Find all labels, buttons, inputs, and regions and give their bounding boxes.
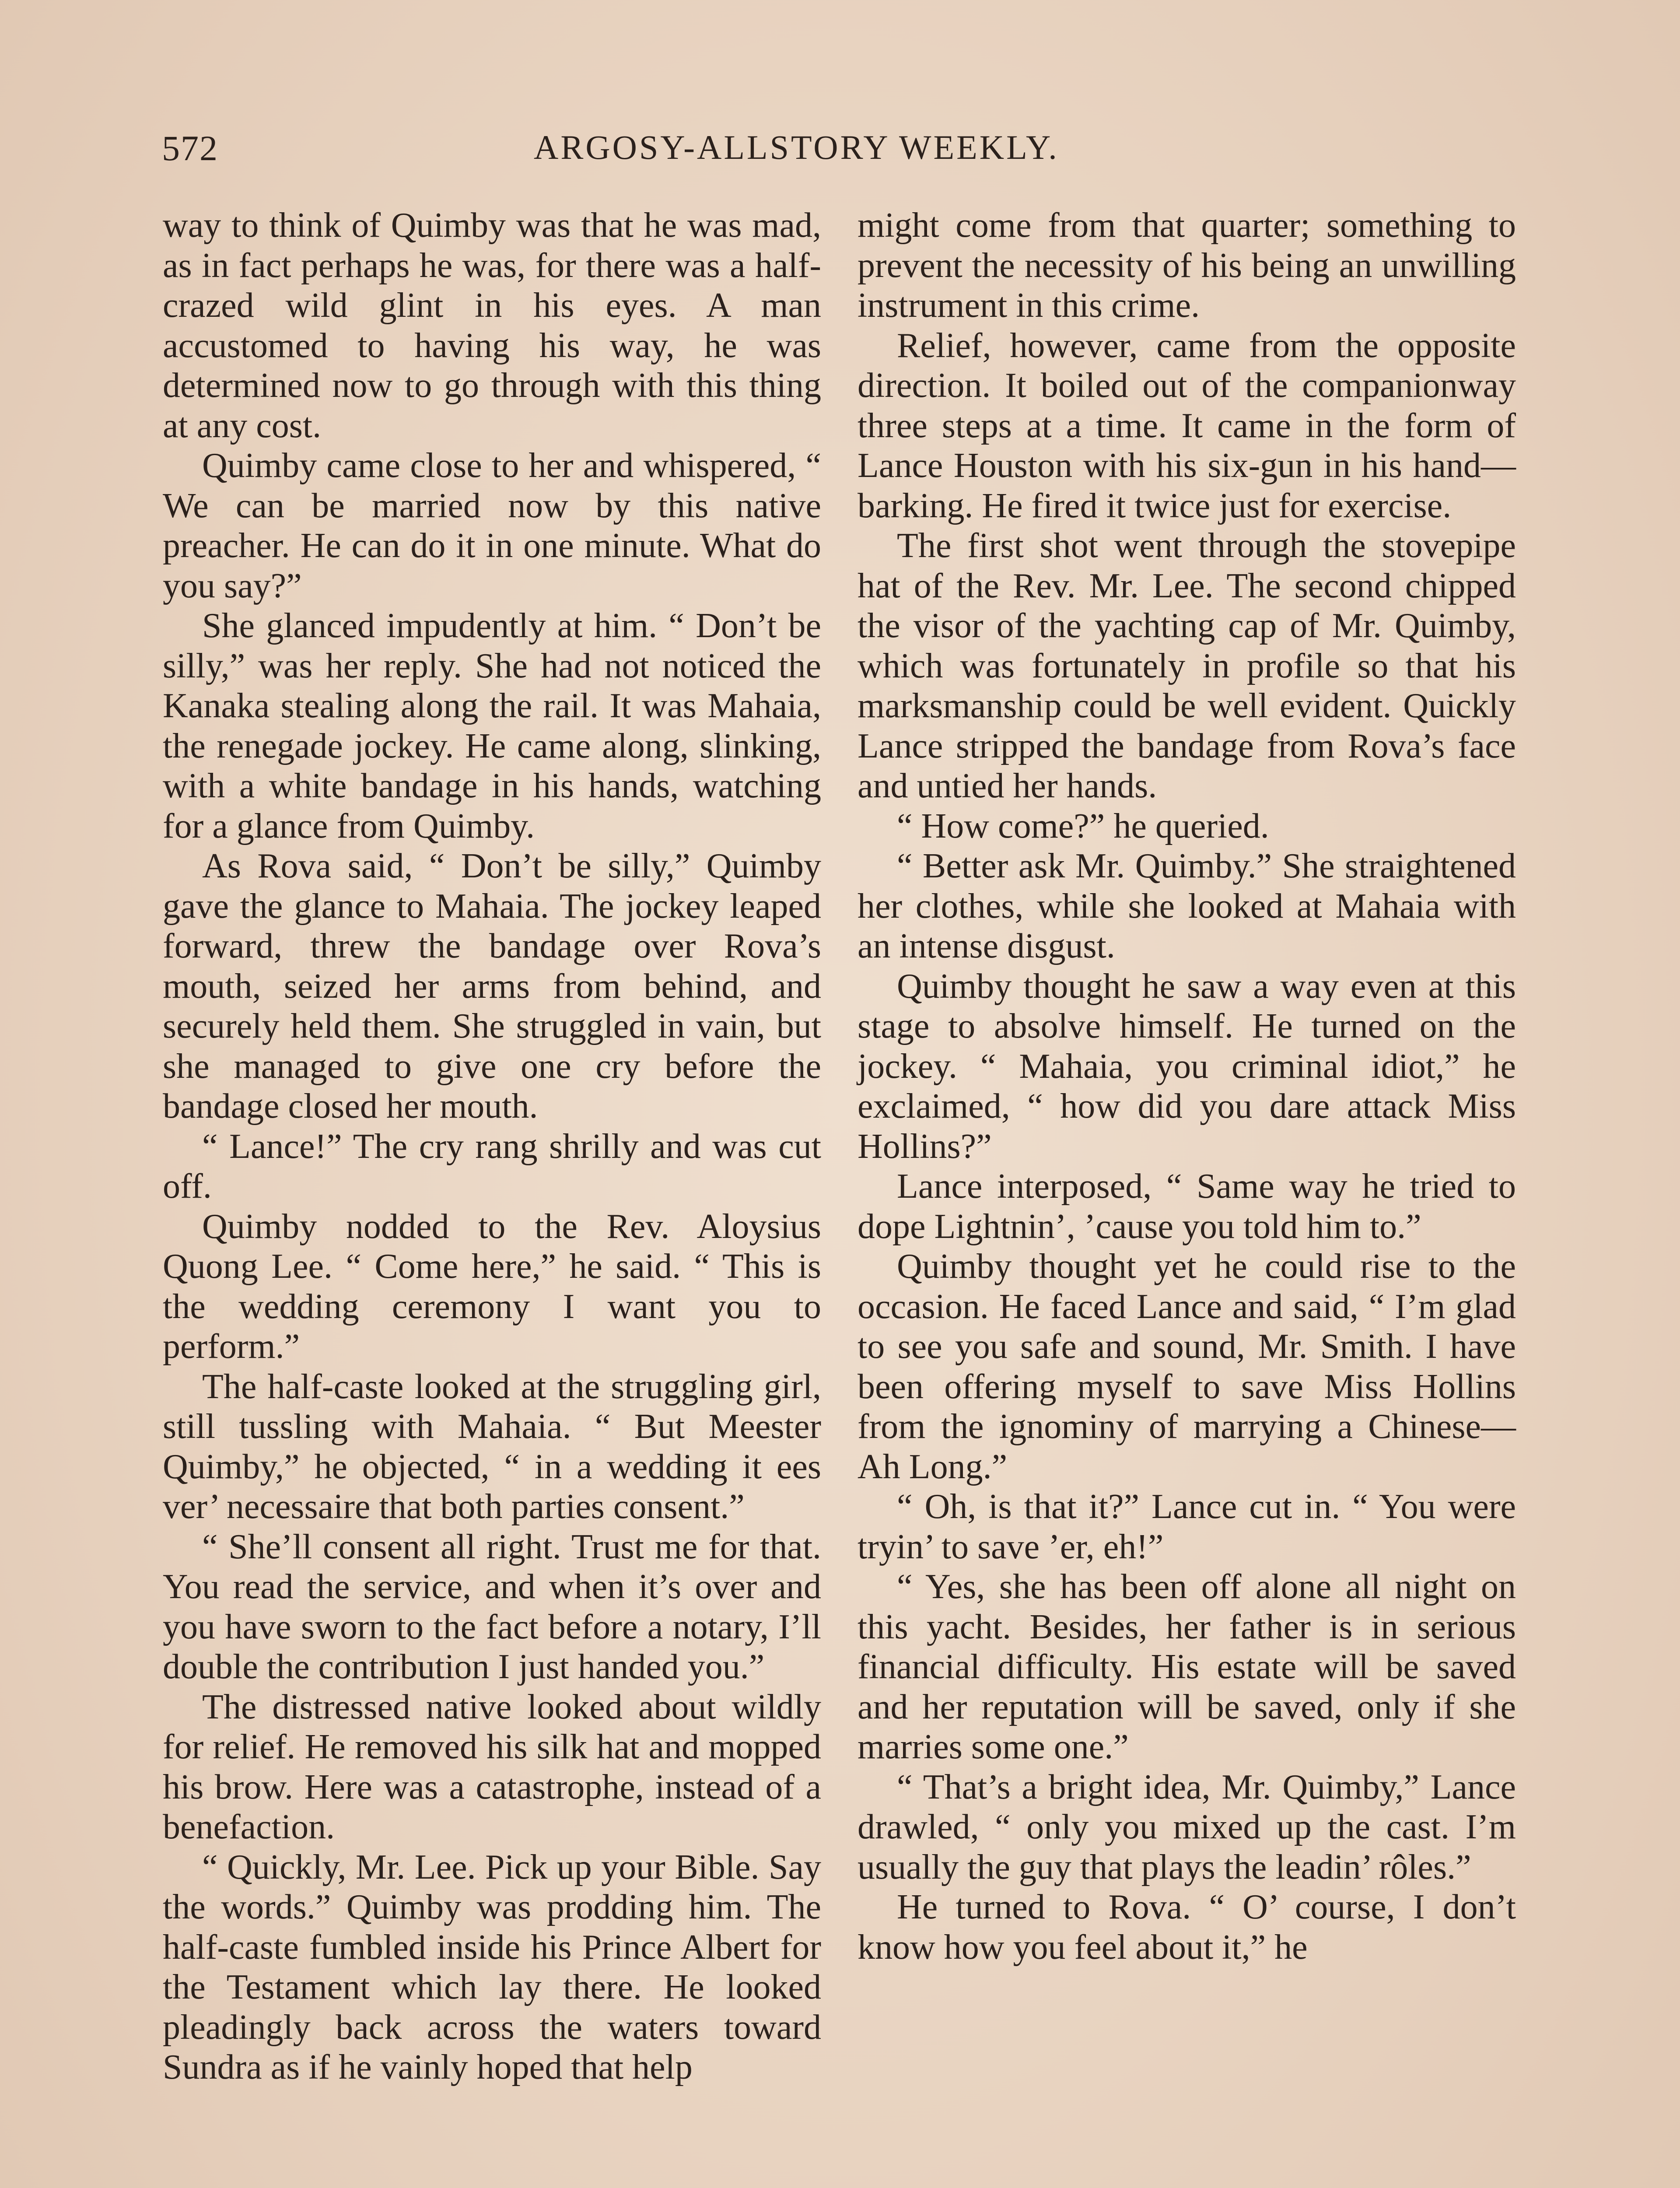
paragraph: “ Lance!” The cry rang shrilly and was cut off. xyxy=(163,1127,821,1206)
paragraph: “ That’s a bright idea, Mr. Quimby,” Lance drawled, “ only you mixed up the cast. I’m usually the guy that plays the leadin’ rôles.” xyxy=(858,1767,1516,1886)
paragraph: Quimby nodded to the Rev. Aloysius Quong Lee. “ Come here,” he said. “ This is the wedding ceremony I want you to perform.” xyxy=(163,1207,821,1366)
paragraph: Quimby came close to her and whispered, “ We can be married now by this native preacher. He can do it in one minute. What do you say?” xyxy=(163,446,821,605)
paragraph: “ She’ll consent all right. Trust me for that. You read the service, and when it’s over and you have sworn to the fact before a notary, I’ll double the contribution I just handed you.” xyxy=(163,1527,821,1686)
running-title: ARGOSY-ALLSTORY WEEKLY. xyxy=(534,128,1059,166)
paragraph: might come from that quarter; something to prevent the necessity of his being an unwilling instrument in this crime. xyxy=(858,206,1516,325)
paragraph: “ How come?” he queried. xyxy=(897,806,1269,845)
paragraph: Quimby thought yet he could rise to the occasion. He faced Lance and said, “ I’m glad to see you safe and sound, Mr. Smith. I have been offering myself to save Miss Hollins from the ignominy of marrying a Chinese—Ah Long.” xyxy=(858,1247,1516,1486)
paragraph: Lance interposed, “ Same way he tried to dope Lightnin’, ’cause you told him to.” xyxy=(858,1167,1516,1246)
page-number: 572 xyxy=(162,128,218,168)
left-column xyxy=(163,206,821,2088)
paragraph: She glanced impudently at him. “ Don’t be silly,” was her reply. She had not noticed the Kanaka stealing along the rail. It was Mahaia, the renegade jockey. He came along, slinking, with a white bandage in his hands, watching for a glance from Quimby. xyxy=(163,607,821,845)
paragraph: “ Quickly, Mr. Lee. Pick up your Bible. Say the words.” Quimby was prodding him. The half-caste fumbled inside his Prince Albert for the Testament which lay there. He looked pleadingly back across the waters toward Sundra as if he vainly hoped that help xyxy=(163,1848,821,2086)
paragraph: Relief, however, came from the opposite direction. It boiled out of the companionway three steps at a time. It came in the form of Lance Houston with his six-gun in his hand—barking. He fired it twice just for exercise. xyxy=(858,326,1516,525)
page-header xyxy=(162,128,1522,176)
paragraph: “ Oh, is that it?” Lance cut in. “ You were tryin’ to save ’er, eh!” xyxy=(858,1487,1516,1566)
paragraph: The first shot went through the stovepipe hat of the Rev. Mr. Lee. The second chipped the visor of the yachting cap of Mr. Quimby, which was fortunately in profile so that his marksmanship could be well evident. Quickly Lance stripped the bandage from Rova’s face and untied her hands. xyxy=(858,526,1516,805)
paragraph: way to think of Quimby was that he was mad, as in fact perhaps he was, for there was a half-crazed wild glint in his eyes. A man accustomed to having his way, he was determined now to go through with this thing at any cost. xyxy=(163,206,821,445)
paragraph: As Rova said, “ Don’t be silly,” Quimby gave the glance to Mahaia. The jockey leaped forward, threw the bandage over Rova’s mouth, seized her arms from behind, and securely held them. She struggled in vain, but she managed to give one cry before the bandage closed her mouth. xyxy=(163,847,821,1126)
paragraph: “ Better ask Mr. Quimby.” She straightened her clothes, while she looked at Mahaia with an intense disgust. xyxy=(858,847,1516,965)
paragraph: He turned to Rova. “ O’ course, I don’t know how you feel about it,” he xyxy=(858,1888,1516,1967)
paragraph: The half-caste looked at the struggling girl, still tussling with Mahaia. “ But Meester Quimby,” he objected, “ in a wedding it ees ver’ necessaire that both parties consent.” xyxy=(163,1367,821,1526)
paragraph: “ Yes, she has been off alone all night on this yacht. Besides, her father is in serious financial difficulty. His estate will be saved and her reputation will be saved, only if she marries some one.” xyxy=(858,1567,1516,1766)
paragraph: The distressed native looked about wildly for relief. He removed his silk hat and mopped his brow. Here was a catastrophe, instead of a benefaction. xyxy=(163,1687,821,1846)
paragraph: Quimby thought he saw a way even at this stage to absolve himself. He turned on the jockey. “ Mahaia, you criminal idiot,” he exclaimed, “ how did you dare attack Miss Hollins?” xyxy=(858,967,1516,1166)
right-column xyxy=(858,206,1516,1967)
